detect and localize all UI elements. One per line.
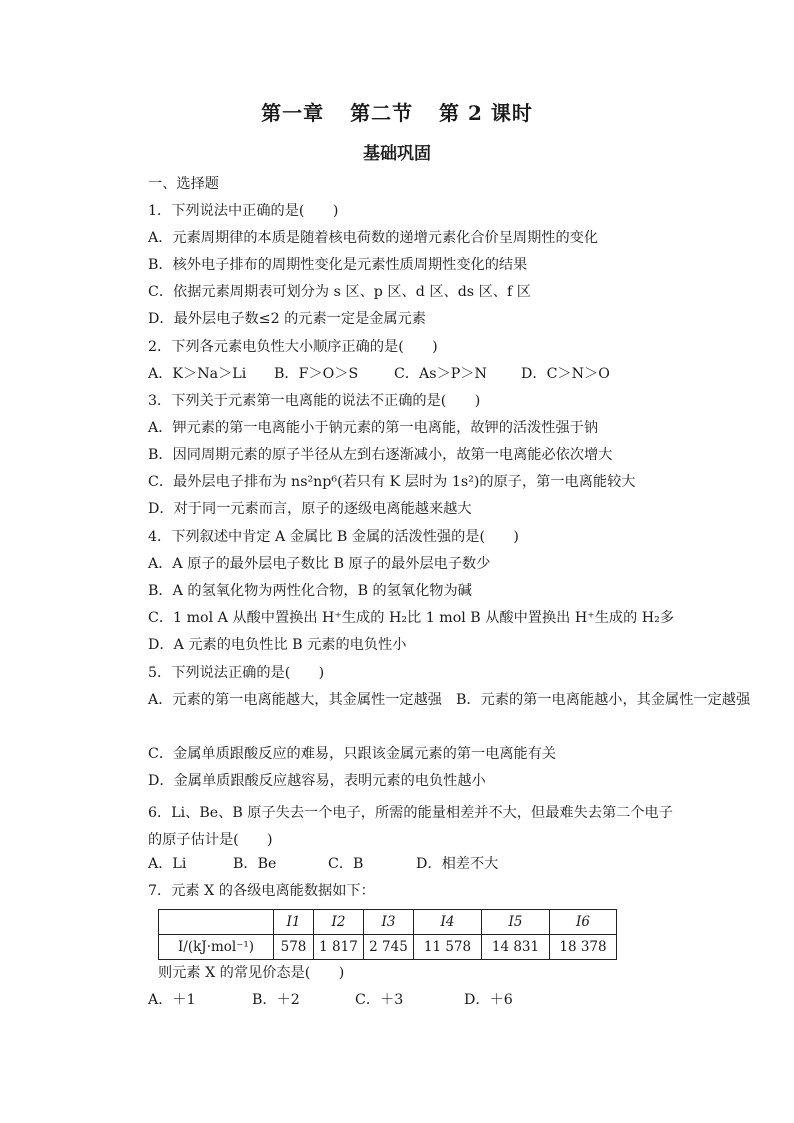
question-1-option-c: C．依据元素周期表可划分为 s 区、p 区、d 区、ds 区、f 区	[148, 284, 531, 300]
question-5-options-ab	[148, 691, 750, 709]
question-7-after-text: 则元素 X 的常见价态是( )	[158, 965, 345, 981]
question-7-option-a: A．＋1	[148, 992, 196, 1008]
question-7-stem: 7．元素 X 的各级电离能数据如下：	[148, 883, 375, 899]
question-4-option-b: B．A 的氢氧化物为两性化合物，B 的氢氧化物为碱	[148, 583, 472, 599]
question-6-option-c: C．B	[328, 856, 364, 872]
table-cell: 2 745	[364, 935, 414, 960]
question-1-option-a: A．元素周期律的本质是随着核电荷数的递增元素化合价呈周期性的变化	[148, 230, 599, 246]
question-2-option-d: D．C＞N＞O	[521, 366, 610, 382]
question-1-option-b: B．核外电子排布的周期性变化是元素性质周期性变化的结果	[148, 257, 528, 273]
table-header-cell: I6	[550, 910, 617, 935]
question-4-option-a: A．A 原子的最外层电子数比 B 原子的最外层电子数少	[148, 556, 491, 572]
question-3-option-b: B．因同周期元素的原子半径从左到右逐渐减小，故第一电离能必依次增大	[148, 447, 613, 463]
table-row	[159, 935, 617, 960]
table-header-cell: I5	[482, 910, 550, 935]
table-cell: 578	[274, 935, 314, 960]
question-1-stem: 1．下列说法中正确的是( )	[148, 203, 339, 219]
ionization-energy-table	[158, 909, 617, 960]
question-3-option-a: A．钾元素的第一电离能小于钠元素的第一电离能，故钾的活泼性强于钠	[148, 420, 599, 436]
question-4-stem: 4．下列叙述中肯定 A 金属比 B 金属的活泼性强的是( )	[148, 529, 519, 545]
question-5-option-d: D．金属单质跟酸反应越容易，表明元素的电负性越小	[148, 773, 486, 789]
table-cell: 11 578	[414, 935, 482, 960]
table-header-cell: I3	[364, 910, 414, 935]
question-4-option-c: C．1 mol A 从酸中置换出 H⁺生成的 H₂比 1 mol B 从酸中置换出 H⁺生成的 H₂多	[148, 610, 675, 626]
question-6-option-b: B．Be	[233, 856, 277, 872]
question-5-option-c: C．金属单质跟酸反应的难易，只跟该金属元素的第一电离能有关	[148, 746, 557, 762]
question-6-options	[148, 855, 498, 873]
table-header-cell: I2	[314, 910, 364, 935]
section-heading: 一、选择题	[148, 176, 219, 192]
question-5-option-a: A．元素的第一电离能越大，其金属性一定越强	[148, 692, 442, 708]
question-2-option-a: A．K＞Na＞Li	[148, 366, 247, 382]
question-7-option-b: B．＋2	[252, 992, 300, 1008]
question-6-option-d: D．相差不大	[416, 856, 499, 872]
question-2-options	[148, 365, 610, 383]
question-6-option-a: A．Li	[148, 856, 187, 872]
table-header-cell	[159, 910, 274, 935]
question-1-option-d: D．最外层电子数≤2 的元素一定是金属元素	[148, 311, 426, 327]
page-subtitle: 基础巩固	[363, 144, 431, 164]
question-2-option-c: C．As＞P＞N	[394, 366, 487, 382]
chapter-label: 第一章	[261, 101, 325, 125]
question-5-stem: 5．下列说法正确的是( )	[148, 665, 325, 681]
question-7-option-c: C．＋3	[355, 992, 404, 1008]
question-6-stem: 6．Li、Be、B 原子失去一个电子，所需的能量相差并不大，但最难失去第二个电子的原子估计是( )	[148, 805, 673, 848]
table-row-label: I/(kJ·mol⁻¹)	[159, 935, 274, 960]
page-title	[0, 97, 794, 126]
table-header-cell: I4	[414, 910, 482, 935]
table-cell: 18 378	[550, 935, 617, 960]
table-cell: 1 817	[314, 935, 364, 960]
question-3-option-d: D．对于同一元素而言，原子的逐级电离能越来越大	[148, 501, 472, 517]
question-4-option-d: D．A 元素的电负性比 B 元素的电负性小	[148, 637, 407, 653]
table-cell: 14 831	[482, 935, 550, 960]
question-2-stem: 2．下列各元素电负性大小顺序正确的是( )	[148, 339, 438, 355]
question-7-options	[148, 991, 513, 1009]
question-5-option-b: B．元素的第一电离能越小，其金属性一定越强	[456, 692, 751, 708]
question-3-stem: 3．下列关于元素第一电离能的说法不正确的是( )	[148, 393, 481, 409]
table-header-row	[159, 910, 617, 935]
section-label: 第二节	[350, 101, 414, 125]
question-7-option-d: D．＋6	[464, 992, 513, 1008]
table-header-cell: I1	[274, 910, 314, 935]
question-3-option-c: C．最外层电子排布为 ns²np⁶(若只有 K 层时为 1s²)的原子，第一电离能较大	[148, 474, 636, 490]
question-2-option-b: B．F＞O＞S	[274, 366, 359, 382]
lesson-label: 第 2 课时	[439, 101, 533, 125]
